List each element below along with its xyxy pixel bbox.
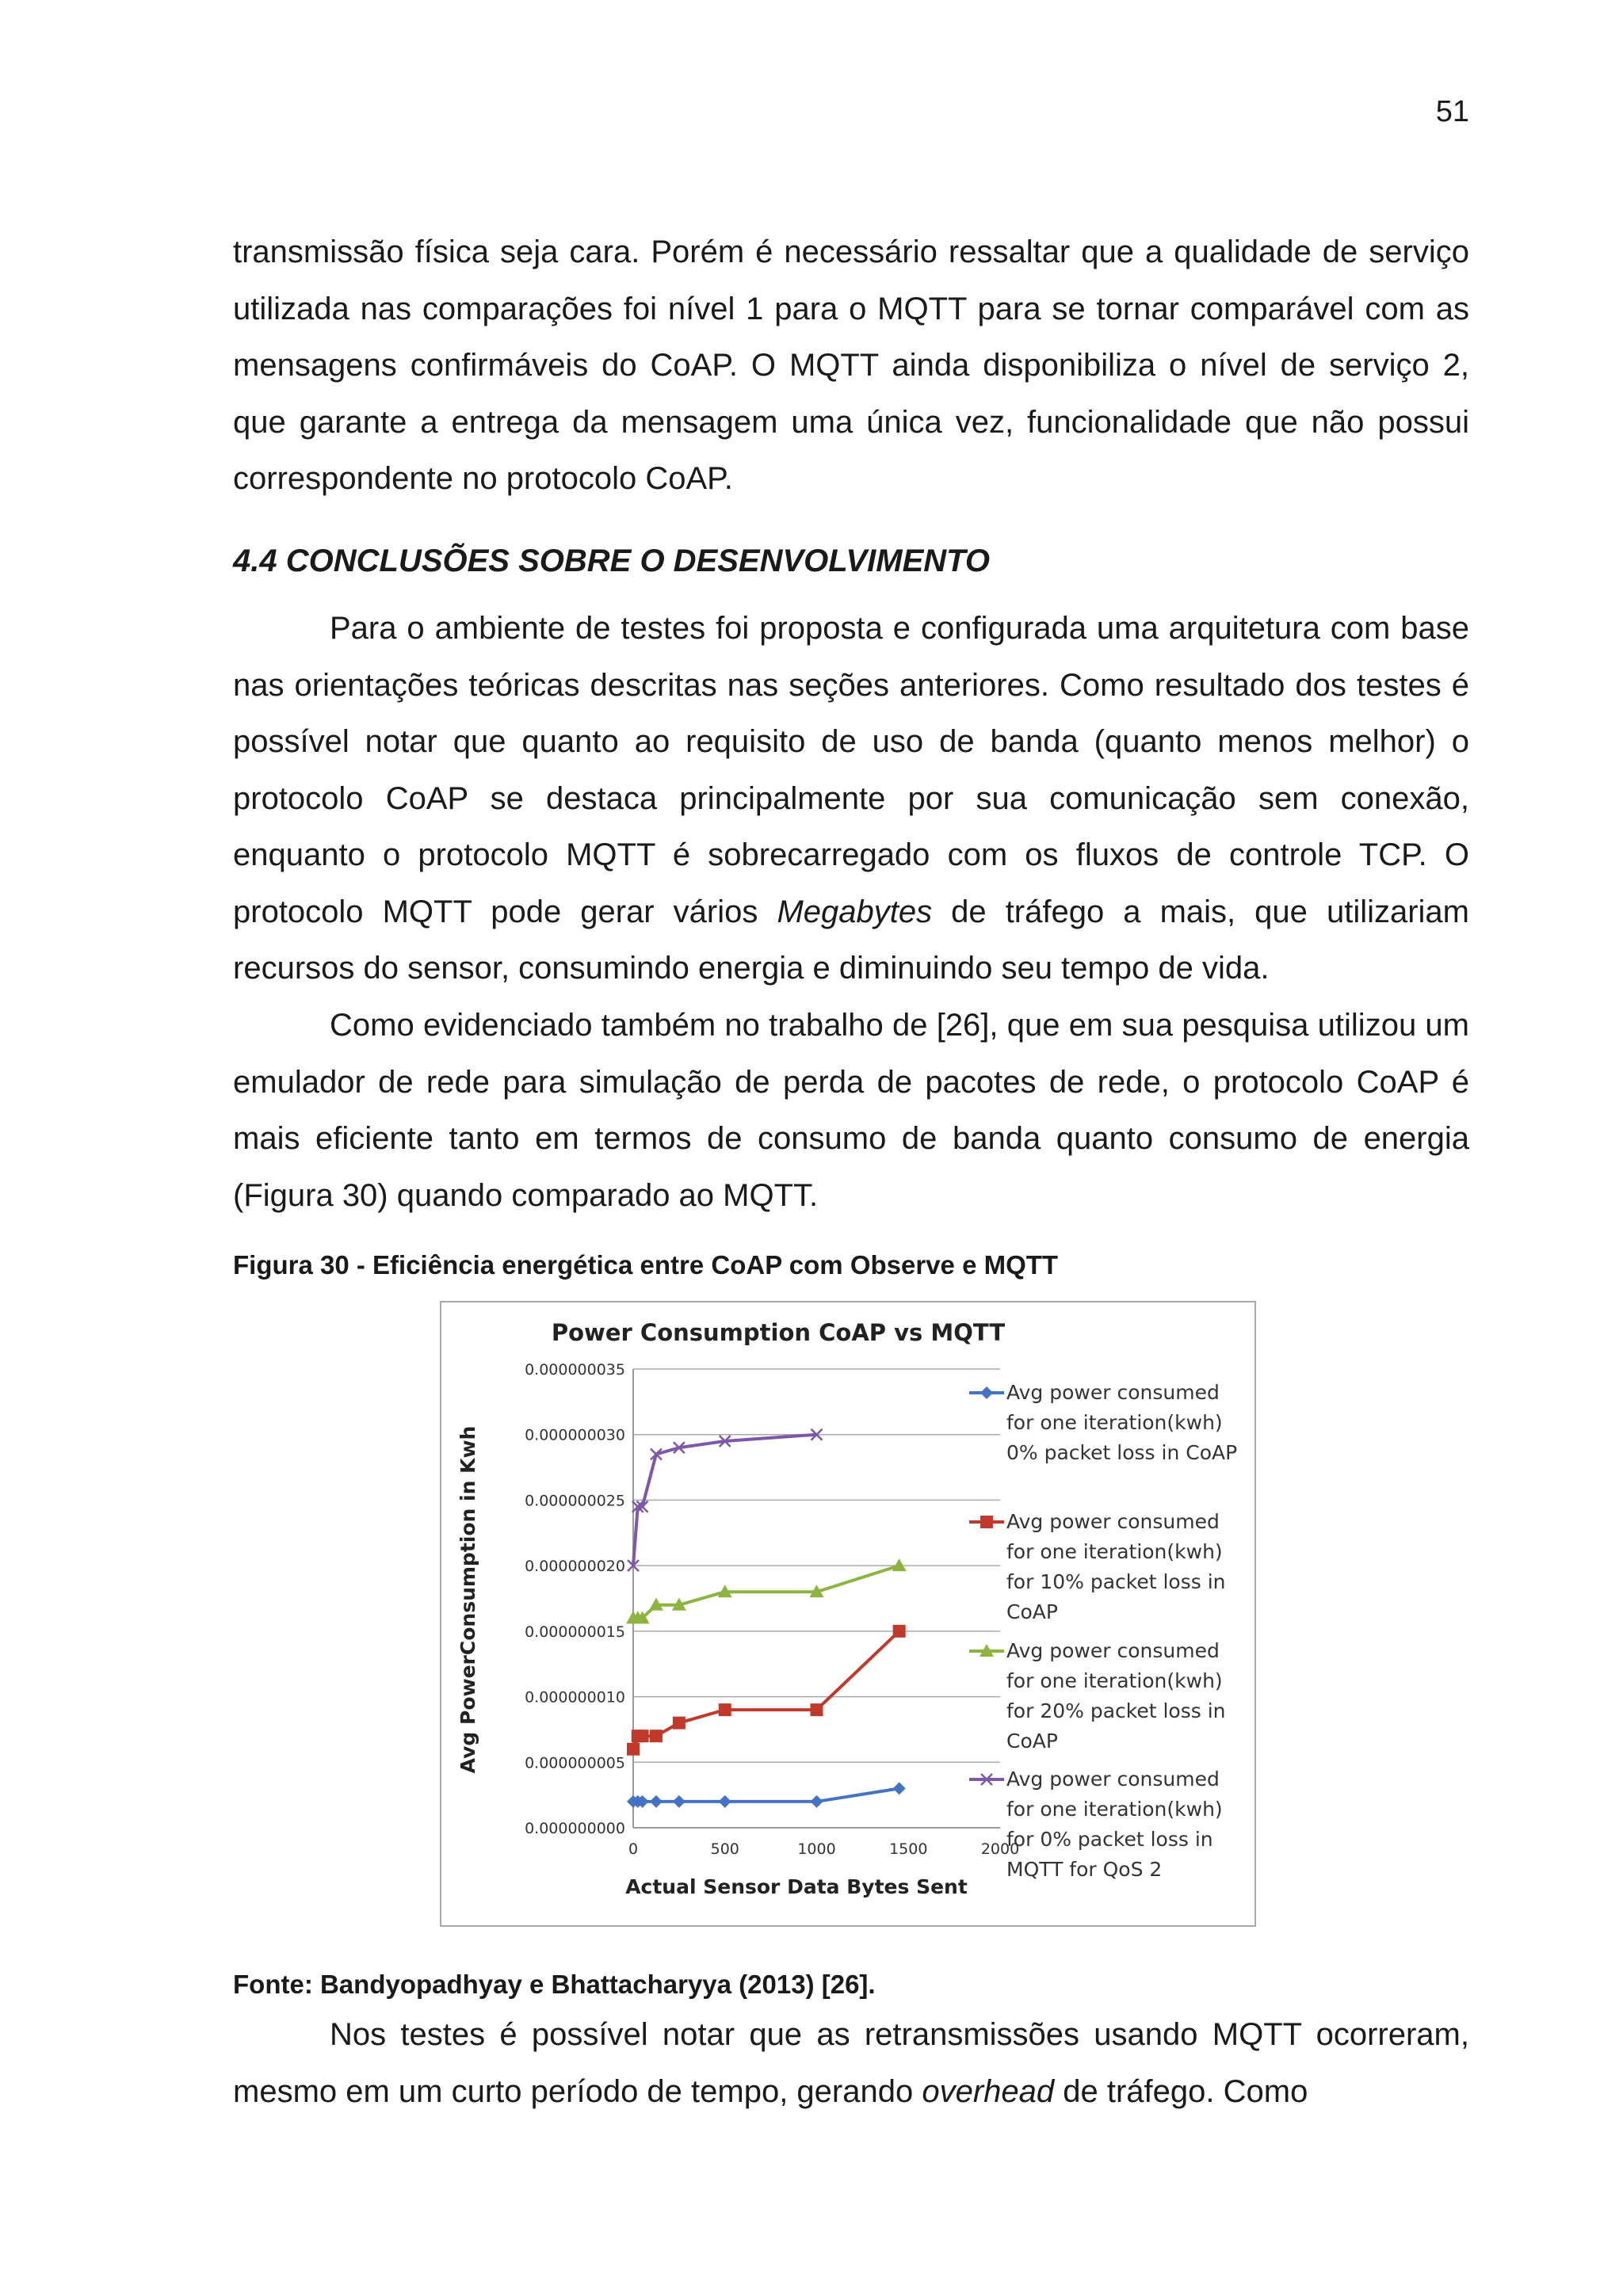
y-tick-label: 0.000000030 (525, 1426, 625, 1444)
emphasis-text: Megabytes (777, 894, 933, 929)
data-point (719, 1795, 731, 1808)
data-point (893, 1625, 906, 1638)
legend-label-line: for one iteration(kwh) (1006, 1798, 1223, 1821)
closing-paragraph (233, 2007, 1469, 2120)
paragraph-text: de tráfego a mais, que utilizariam recursos do sensor, consumindo energia e diminuindo seu tempo de vida. (233, 894, 1470, 986)
x-tick-label: 0 (628, 1840, 639, 1858)
x-axis-label: Actual Sensor Data Bytes Sent (625, 1875, 968, 1898)
legend-label-line: Avg power consumed (1006, 1768, 1220, 1791)
paragraph-text: Nos testes é possível notar que as retransmissões usando MQTT ocorreram, mesmo em um curto período de tempo, gerando (233, 2017, 1469, 2109)
x-tick-label: 1000 (797, 1840, 836, 1858)
section-heading: 4.4 CONCLUSÕES SOBRE O DESENVOLVIMENTO (233, 543, 990, 578)
legend-label-line: for one iteration(kwh) (1006, 1540, 1223, 1563)
y-axis-ticks (525, 1361, 625, 1837)
x-axis-ticks (628, 1840, 1019, 1858)
legend-label-line: Avg power consumed (1006, 1510, 1220, 1533)
y-tick-label: 0.000000010 (525, 1688, 625, 1707)
legend-label-line: for one iteration(kwh) (1006, 1669, 1223, 1692)
figure-frame (440, 1301, 1256, 1927)
legend-label-line: Avg power consumed (1006, 1381, 1220, 1404)
data-point (650, 1730, 663, 1742)
y-tick-label: 0.000000035 (525, 1361, 625, 1379)
data-point (627, 1743, 640, 1756)
y-tick-label: 0.000000000 (525, 1820, 625, 1837)
data-point (673, 1795, 685, 1808)
chart-legend (969, 1381, 1237, 1881)
x-tick-label: 2000 (980, 1840, 1020, 1858)
x-tick-label: 1500 (889, 1840, 928, 1858)
y-tick-label: 0.000000020 (525, 1558, 625, 1576)
emphasis-text: overhead (922, 2073, 1055, 2109)
y-axis-label: Avg PowerConsumption in Kwh (456, 1425, 479, 1774)
series-2 (627, 1625, 906, 1756)
paragraph-text: de tráfego. Como (1054, 2073, 1308, 2109)
legend-label-line: for 10% packet loss in (1006, 1570, 1226, 1593)
y-tick-label: 0.000000005 (525, 1754, 625, 1772)
data-point (673, 1717, 685, 1730)
paragraph-text: Para o ambiente de testes foi proposta e configurada uma arquitetura com base nas orientações teóricas descritas nas seções anteriores. Como resultado dos testes é possível notar que quanto ao requisito de uso de banda (quanto menos melhor) o protocolo CoAP se destaca principalmente por sua comunicação sem conexão, enquanto o protocolo MQTT é sobrecarregado com os fluxos de controle TCP. O protocolo MQTT pode gerar vários (233, 611, 1469, 929)
data-point (811, 1703, 823, 1716)
data-point (811, 1795, 823, 1808)
intro-paragraph: transmissão física seja cara. Porém é necessário ressaltar que a qualidade de serviço utilizada nas comparações foi nível 1 para o MQTT para se tornar comparável com as mensagens confirmáveis do CoAP. O MQTT ainda disponibiliza o nível de serviço 2, que garante a entrega da mensagem uma única vez, funcionalidade que não possui correspondente no protocolo CoAP. (233, 235, 1469, 496)
figure-source: Fonte: Bandyopadhyay e Bhattacharyya (2013) [26]. (233, 1970, 876, 1999)
figure-caption: Figura 30 - Eficiência energética entre CoAP com Observe e MQTT (233, 1250, 1059, 1280)
legend-label-line: MQTT for QoS 2 (1006, 1858, 1163, 1881)
legend-label-line: Avg power consumed (1006, 1639, 1220, 1662)
data-point (650, 1795, 663, 1808)
legend-swatch-marker (980, 1386, 993, 1399)
legend-swatch-marker (980, 1516, 993, 1528)
data-point (636, 1730, 649, 1742)
data-point (893, 1782, 906, 1794)
legend-label-line: for one iteration(kwh) (1006, 1411, 1223, 1434)
y-tick-label: 0.000000025 (525, 1492, 625, 1510)
series-3 (626, 1558, 907, 1623)
section-paragraph-1 (233, 601, 1469, 997)
page-number: 51 (1435, 95, 1469, 128)
chart-series (626, 1429, 907, 1808)
power-consumption-chart (441, 1302, 1254, 1925)
chart-title: Power Consumption CoAP vs MQTT (551, 1319, 1006, 1346)
x-tick-label: 500 (710, 1840, 739, 1858)
data-point (892, 1558, 907, 1571)
y-tick-label: 0.000000015 (525, 1623, 625, 1641)
chart-gridlines (633, 1369, 1000, 1762)
section-paragraph-2: Como evidenciado também no trabalho de [26], que em sua pesquisa utilizou um emulador de rede para simulação de perda de pacotes de rede, o protocolo CoAP é mais eficiente tanto em termos de consumo de banda quanto consumo de energia (Figura 30) quando comparado ao MQTT. (233, 1008, 1469, 1213)
legend-entry (969, 1381, 1237, 1464)
legend-label-line: CoAP (1006, 1600, 1058, 1623)
legend-label-line: 0% packet loss in CoAP (1006, 1441, 1238, 1464)
legend-label-line: for 0% packet loss in (1006, 1828, 1213, 1851)
series-line (633, 1788, 899, 1802)
legend-entry (969, 1768, 1223, 1881)
series-line (633, 1631, 899, 1749)
data-point (719, 1703, 731, 1716)
legend-entry (969, 1510, 1226, 1623)
legend-label-line: CoAP (1006, 1730, 1058, 1753)
legend-label-line: for 20% packet loss in (1006, 1699, 1226, 1722)
series-1 (627, 1782, 906, 1808)
legend-entry (969, 1639, 1226, 1753)
